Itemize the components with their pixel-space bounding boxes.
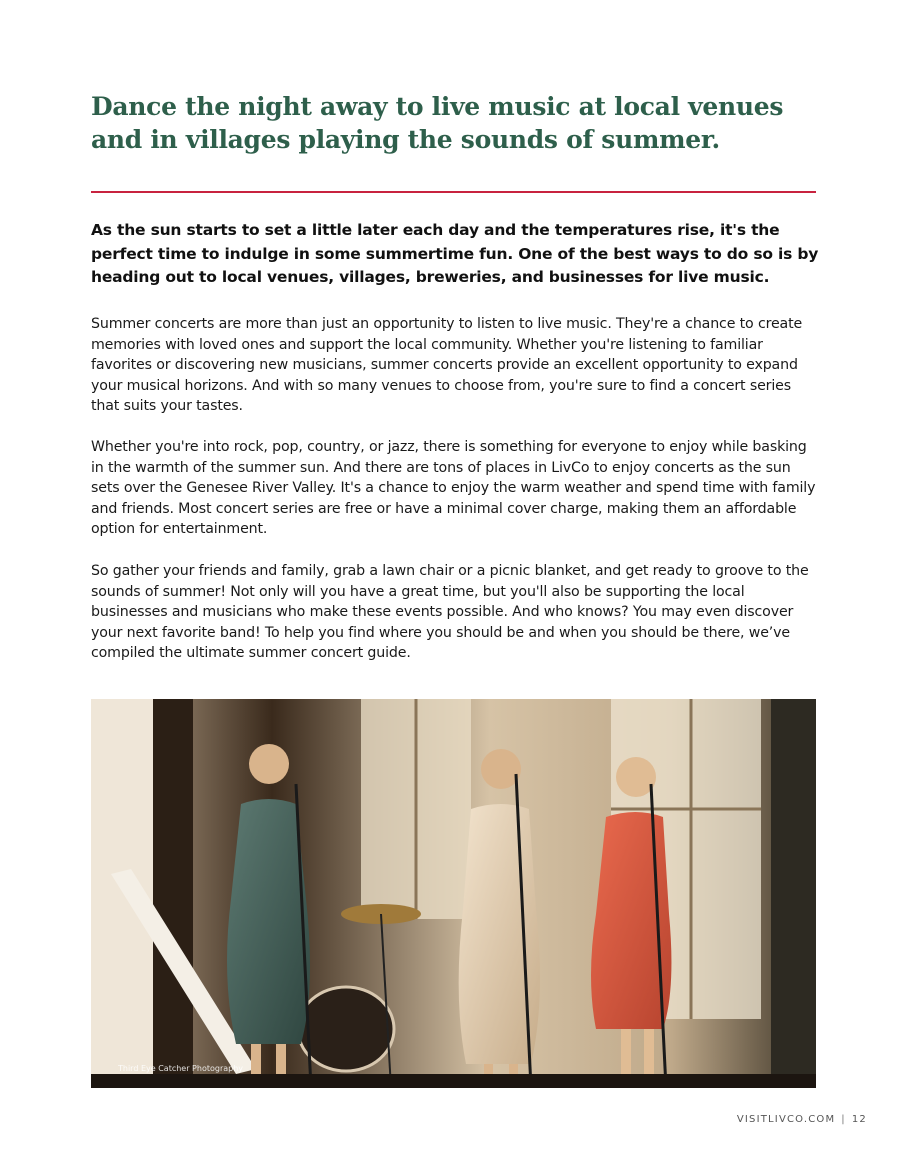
footer-site: VISITLIVCO.COM	[736, 1114, 836, 1125]
divider-rule	[91, 191, 816, 193]
footer-separator: |	[841, 1114, 846, 1125]
photo-credit: Third Eye Catcher Photography	[118, 1064, 244, 1073]
body-paragraph-1: Summer concerts are more than just an opportunity to listen to live music. They're a chance to create memories with loved ones and support the local community. Whether you're listening to familiar favorites or discovering new musicians, summer concerts provide an excellent opportunity to expand your musical horizons. And with so many venues to choose from, you're sure to find a concert series that suits your tastes.	[91, 316, 803, 415]
concert-photo	[91, 699, 816, 1088]
page-footer	[737, 1114, 867, 1125]
body-paragraph-2: Whether you're into rock, pop, country, or jazz, there is something for everyone to enjoy while basking in the warmth of the summer sun. And there are tons of places in LivCo to enjoy concerts as the sun sets over the Genesee River Valley. It's a chance to enjoy the warm weather and spend time with family and friends. Most concert series are free or have a minimal cover charge, making them an affordable option for entertainment.	[91, 439, 816, 538]
body-paragraph-3: So gather your friends and family, grab a lawn chair or a picnic blanket, and get ready to groove to the sounds of summer! Not only will you have a great time, but you'll also be supporting the local businesses and musicians who make these events possible. And who knows? You may even discover your next favorite band! To help you find where you should be and when you should be there, we’ve compiled the ultimate summer concert guide.	[91, 563, 809, 662]
concert-photo-illustration	[91, 699, 816, 1088]
page-number: 12	[851, 1114, 867, 1125]
page-headline: Dance the night away to live music at local venues and in villages playing the sounds of summer.	[91, 92, 784, 154]
lead-paragraph: As the sun starts to set a little later each day and the temperatures rise, it's the perfect time to indulge in some summertime fun. One of the best ways to do so is by heading out to local venues, villages, breweries, and businesses for live music.	[91, 221, 819, 286]
